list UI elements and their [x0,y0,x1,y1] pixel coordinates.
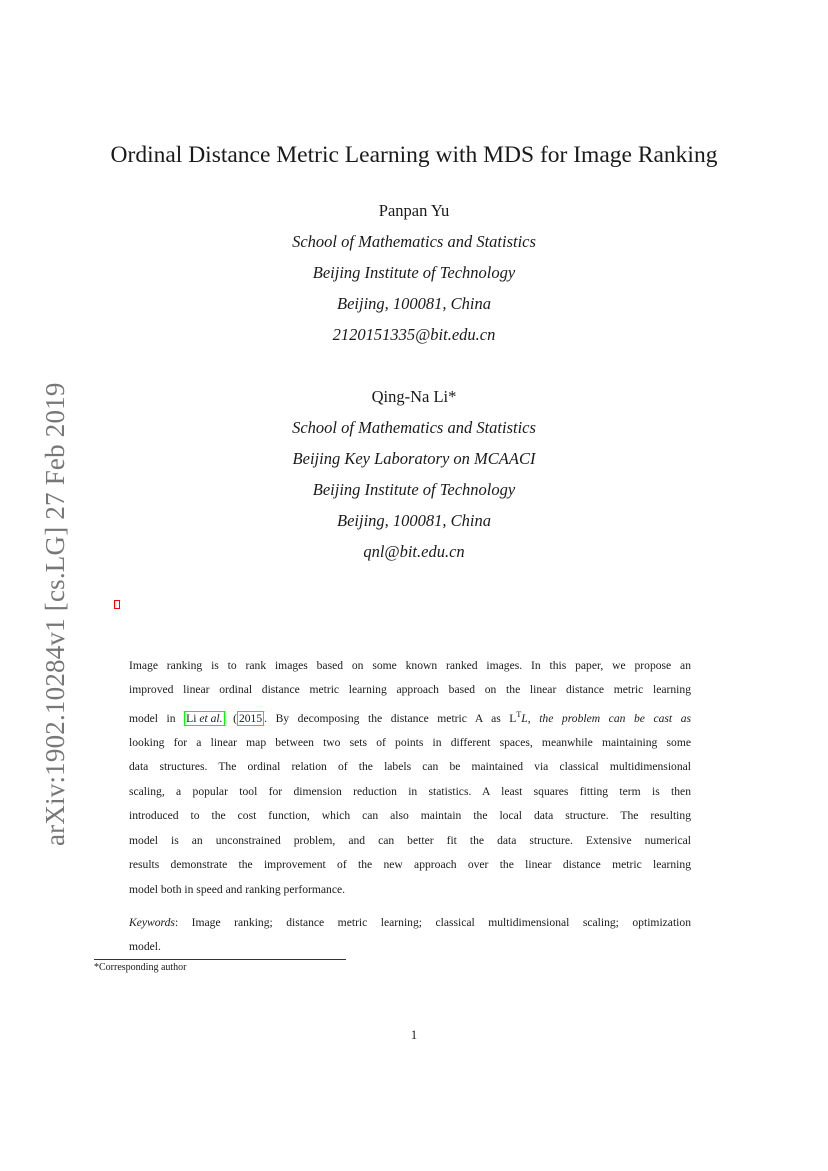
author-affiliation: Beijing Institute of Technology [312,480,516,499]
page-number: 1 [410,1028,418,1042]
keywords [129,911,691,960]
author-affiliation: Beijing Institute of Technology [312,263,516,282]
author-affiliation: School of Mathematics and Statistics [292,232,536,251]
abstract-line: results demonstrate the improvement of the new approach over the linear distance metric learning [129,858,691,872]
abstract-line: model in Li et al. ( 2015 . By decomposing the distance metric A as $L^TL$, the problem can be cast as [129,709,692,725]
author-email: qnl@bit.edu.cn [363,542,465,561]
abstract-line: looking for a linear map between two sets of points in different spaces, meanwhile maintaining some [129,736,691,750]
author-affiliation: Beijing Key Laboratory on MCAACI [292,449,536,468]
link-anchor-marker [114,600,120,609]
footnote-rule [94,959,346,960]
author-block-2 [0,381,828,567]
author-affiliation: Beijing, 100081, China [337,294,491,313]
citation-year-link[interactable]: 2015 [238,711,263,725]
author-block-1 [0,195,828,350]
abstract-line: scaling, a popular tool for dimension reduction in statistics. A least squares fitting term is then [129,784,691,798]
arxiv-identifier: arXiv:1902.10284v1 [cs.LG] 27 Feb 2019 [40,382,70,846]
abstract-line: introduced to the cost function, which can also maintain the local data structure. The resulting [129,809,691,823]
paper-title: Ordinal Distance Metric Learning with MDS for Image Ranking [110,142,718,168]
abstract-line: Image ranking is to rank images based on some known ranked images. In this paper, we propose an [129,659,691,672]
abstract-line: model both in speed and ranking performance. [129,882,346,896]
footnote: *Corresponding author [94,962,187,973]
author-affiliation: Beijing, 100081, China [337,511,491,530]
author-name: Qing-Na Li* [371,387,457,406]
author-affiliation: School of Mathematics and Statistics [292,418,536,437]
keywords-text: : Image ranking; distance metric learning; classical multidimensional scaling; optimization [174,916,691,929]
keywords-label: Keywords [129,916,175,929]
author-name: Panpan Yu [378,201,450,220]
citation-link[interactable]: Li et al. [186,711,223,725]
author-email: 2120151335@bit.edu.cn [332,325,496,344]
abstract-line: model is an unconstrained problem, and can better fit the data structure. Extensive numerical [129,833,691,847]
abstract [129,654,691,902]
keywords-text-cont: model. [129,940,161,954]
abstract-line: improved linear ordinal distance metric learning approach based on the linear distance metric learning [129,683,691,697]
abstract-line: data structures. The ordinal relation of the labels can be maintained via classical multidimensional [129,760,691,774]
